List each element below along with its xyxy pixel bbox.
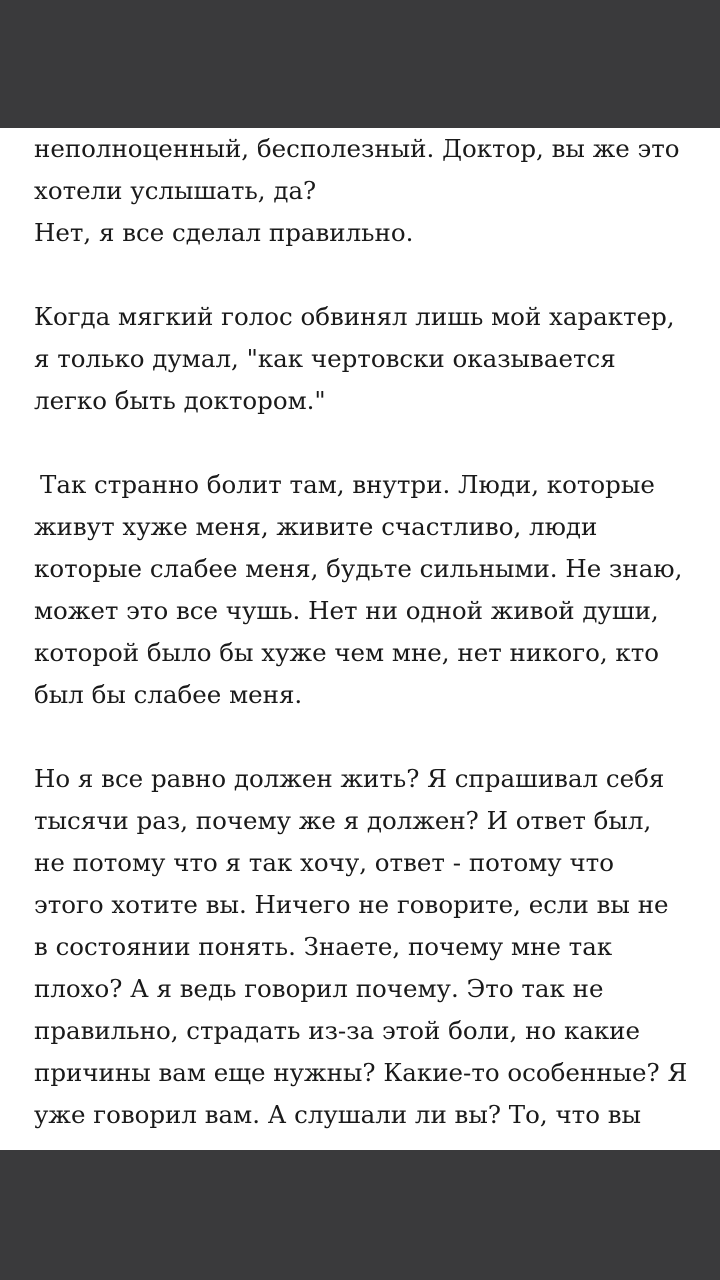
text-line: плохо? А я ведь говорил почему. Это так не	[34, 974, 604, 1003]
text-line: я только думал, "как чертовски оказывается	[34, 344, 616, 373]
text-line: неполноценный, бесполезный. Доктор, вы же это	[34, 134, 680, 163]
paragraph-gap	[34, 422, 694, 464]
bottom-letterbox-bar	[0, 1150, 720, 1280]
document-text	[34, 128, 694, 1136]
text-line: тысячи раз, почему же я должен? И ответ был,	[34, 806, 652, 835]
text-line: в состоянии понять. Знаете, почему мне так	[34, 932, 613, 961]
text-line: хотели услышать, да?	[34, 176, 317, 205]
text-line: не потому что я так хочу, ответ - потому что	[34, 848, 614, 877]
text-line: был бы слабее меня.	[34, 680, 303, 709]
text-line: Так странно болит там, внутри. Люди, которые	[40, 470, 655, 499]
text-line: этого хотите вы. Ничего не говорите, если вы не	[34, 890, 669, 919]
text-line: причины вам еще нужны? Какие-то особенные? Я	[34, 1058, 688, 1087]
text-line: живут хуже меня, живите счастливо, люди	[34, 512, 598, 541]
text-line: уже говорил вам. А слушали ли вы? То, что вы	[34, 1100, 642, 1129]
text-line: правильно, страдать из-за этой боли, но какие	[34, 1016, 641, 1045]
text-line: которой было бы хуже чем мне, нет никого, кто	[34, 638, 660, 667]
document-page[interactable]	[0, 128, 720, 1150]
paragraph-gap	[34, 716, 694, 758]
text-line: легко быть доктором."	[34, 386, 326, 415]
text-line: которые слабее меня, будьте сильными. Не знаю,	[34, 554, 683, 583]
text-line: Нет, я все сделал правильно.	[34, 218, 414, 247]
text-line: Когда мягкий голос обвинял лишь мой характер,	[34, 302, 675, 331]
top-letterbox-bar	[0, 0, 720, 128]
paragraph-gap	[34, 254, 694, 296]
text-line: Но я все равно должен жить? Я спрашивал себя	[34, 764, 665, 793]
text-line: может это все чушь. Нет ни одной живой души,	[34, 596, 659, 625]
